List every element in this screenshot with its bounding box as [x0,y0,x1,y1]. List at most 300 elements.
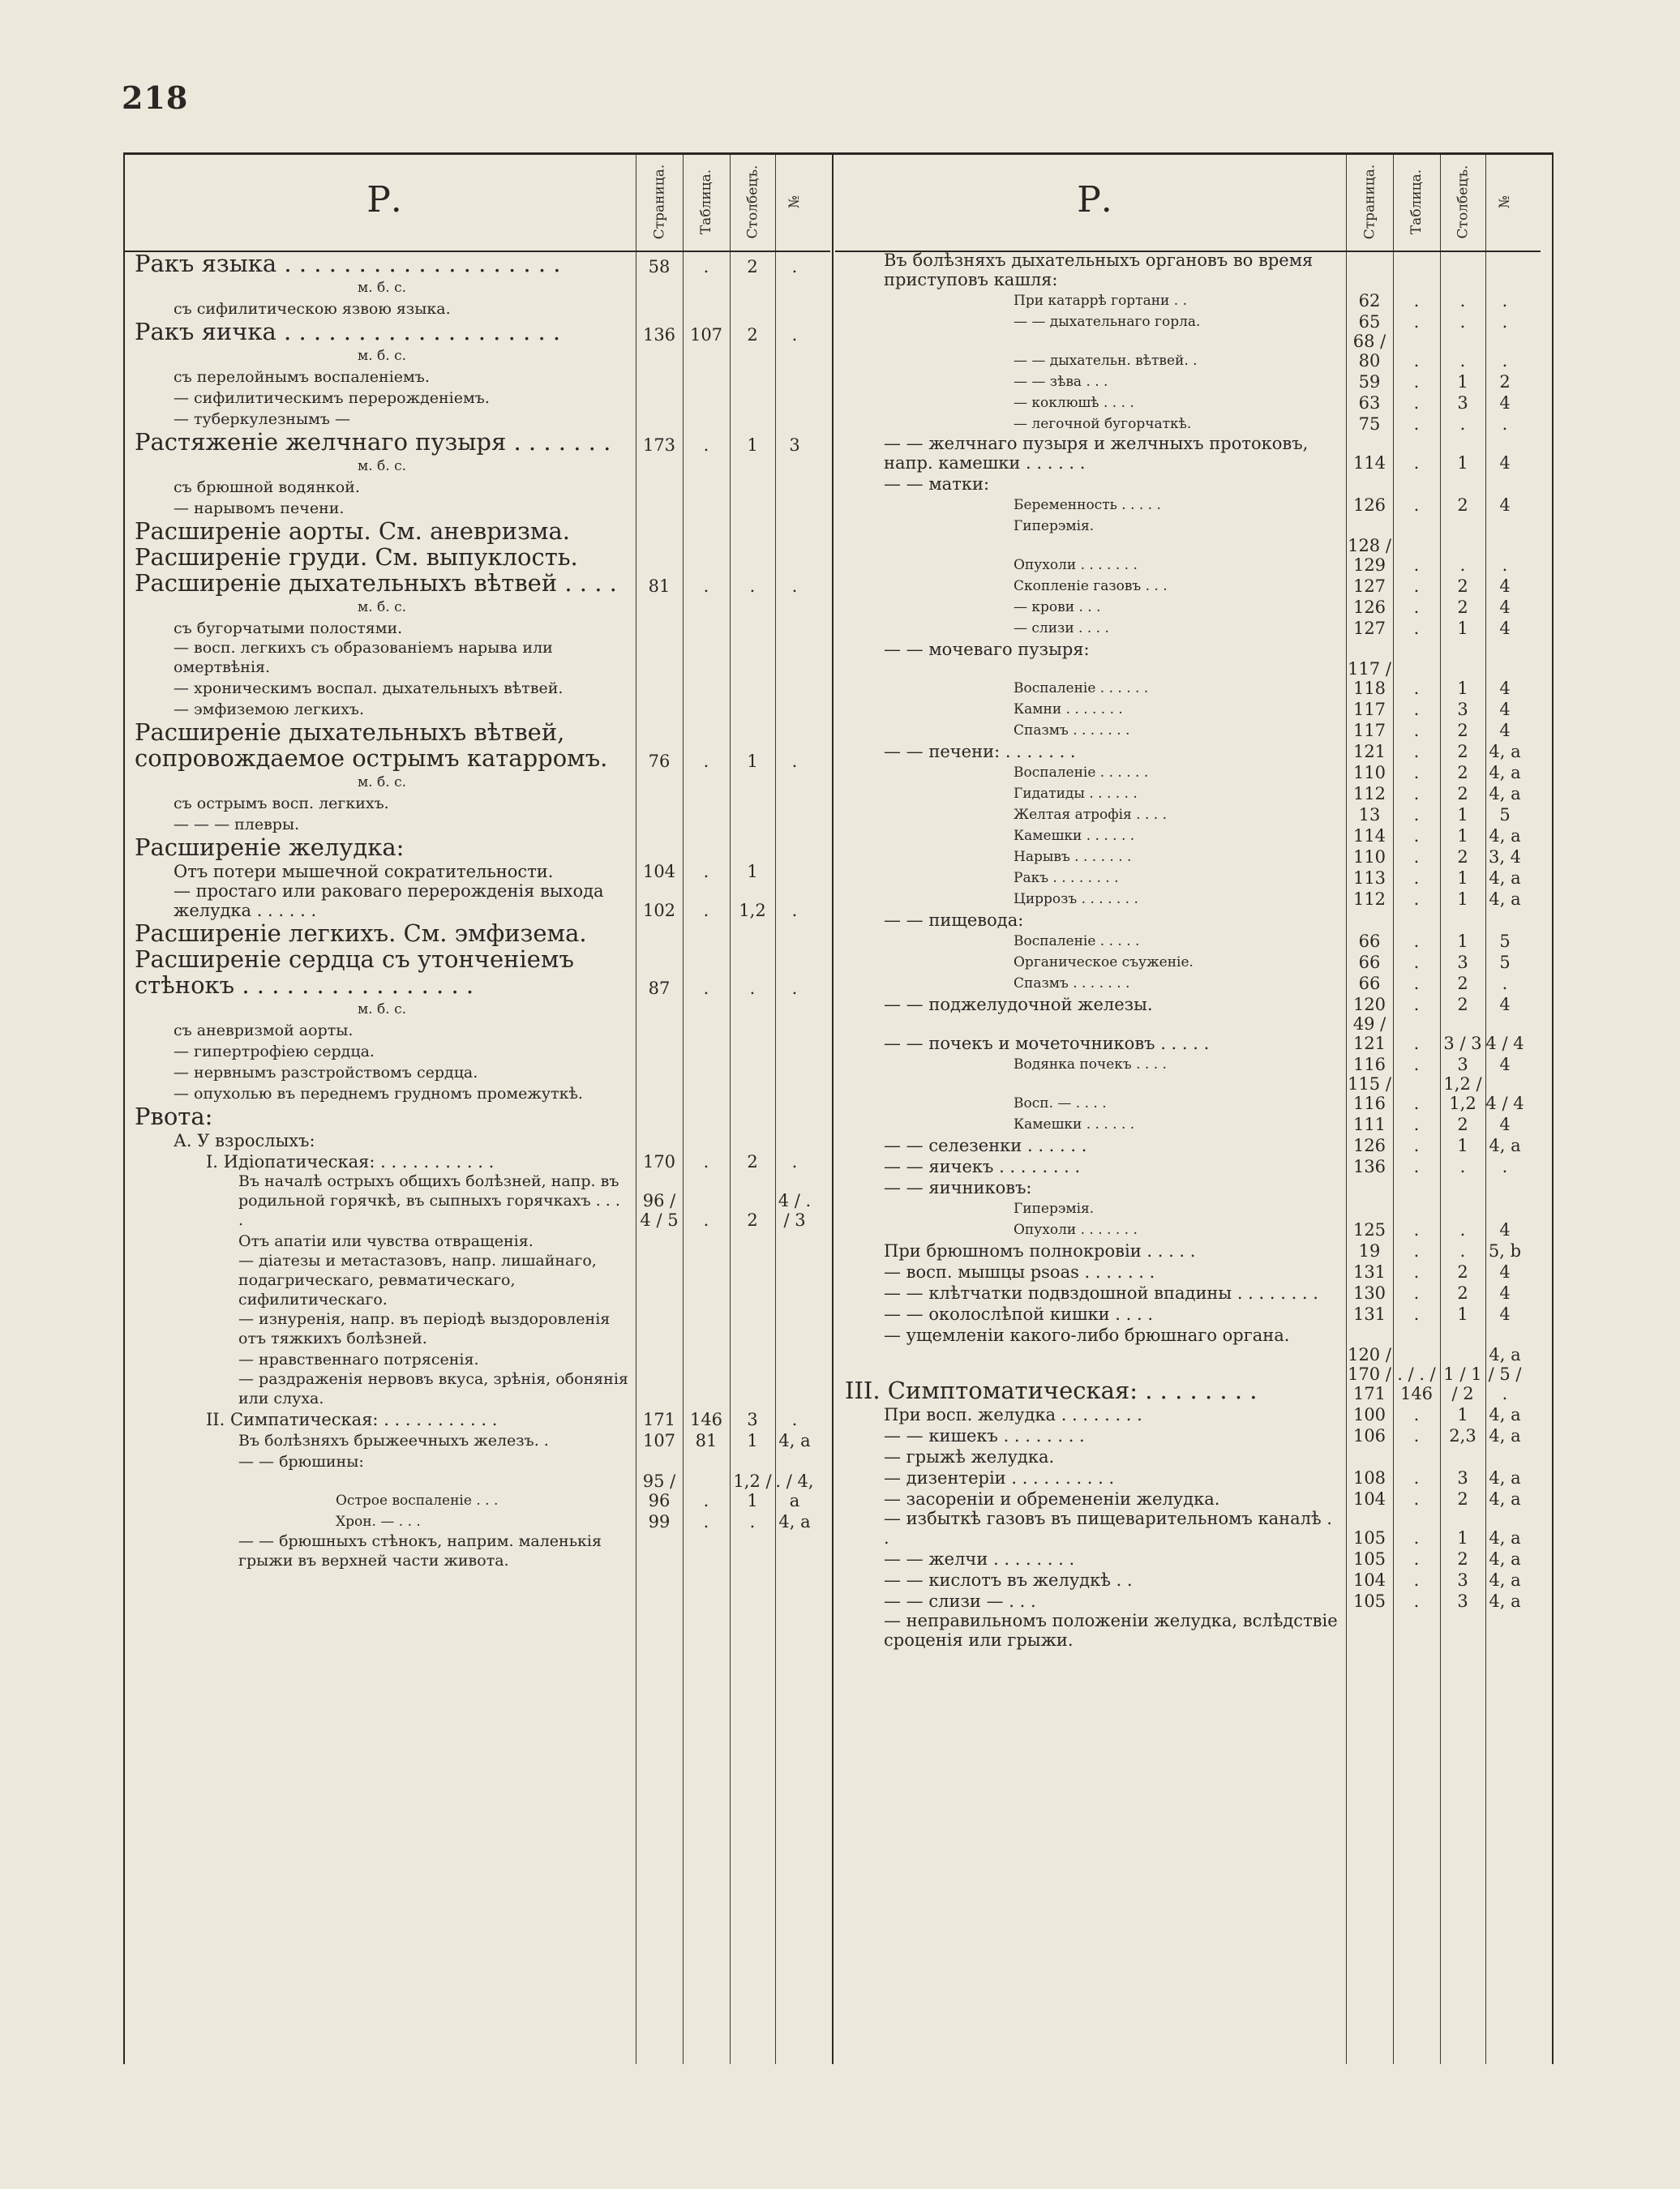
table-ref: . [1413,393,1420,413]
number-ref: . [791,1152,798,1172]
number-ref: 4, a [1489,763,1521,782]
column-ref: . [1459,414,1466,434]
column-ref: 2 [1457,1115,1468,1134]
entry-text: Гиперэмія. [1014,518,1095,534]
table-ref: . [703,257,709,276]
entry-text: Опухоли . . . . . . . [1014,1222,1138,1238]
entry-text: м. б. с. [358,280,406,296]
entry-text: — — яичекъ . . . . . . . . [884,1157,1081,1176]
table-ref: . [1413,1489,1420,1509]
entry-text: — опухолью въ переднемъ грудномъ промежуткѣ. [174,1085,583,1103]
entry-text: Воспаленіе . . . . . . [1014,765,1149,781]
column-ref: 2,3 [1449,1426,1476,1446]
page-ref: 112 [1352,784,1386,803]
number-ref: 4, a [1489,1405,1521,1424]
number-ref: 4, a [1489,1136,1521,1155]
entry-text: — — желчи . . . . . . . . [884,1549,1075,1569]
entry-text: Спазмъ . . . . . . . [1014,975,1130,992]
number-ref: 3 [789,435,800,455]
column-ref: 2 [1457,1283,1468,1303]
page-ref: 102 [642,901,676,920]
number-ref: 4 / 4 [1485,1034,1524,1053]
index-entry [125,946,830,998]
page-ref: 87 [648,979,671,998]
table-ref: . [1413,679,1420,698]
index-entry [125,429,830,455]
number-ref: 4 [1499,453,1511,473]
column-ref: 3 / 3 [1443,1034,1482,1053]
column-ref: 2 [1457,847,1468,867]
entry-text: съ бугорчатыми полостями. [174,619,403,637]
page-ref: 128 / 129 [1348,536,1391,575]
entry-text: Гидатиды . . . . . . [1014,786,1138,802]
column-ref: . [749,576,756,596]
index-entry [125,298,830,319]
entry-text: съ сифилитическою язвою языка. [174,300,451,318]
column-ref: 2 [1457,995,1468,1014]
index-entry [835,596,1541,617]
col-header-column: Столбецъ. [744,165,761,239]
index-entry [835,659,1541,698]
table-ref: . [1413,1304,1420,1324]
table-ref: . [1413,1283,1420,1303]
right-entries [835,251,1541,1650]
number-ref: . / 4, a [775,1471,814,1510]
entry-text: — гипертрофіею сердца. [174,1043,375,1060]
col-header-page: Страница. [1361,164,1378,240]
table-ref: . [1413,495,1420,515]
table-ref: . [1413,847,1420,867]
table-ref: . [1413,1220,1420,1240]
index-entry [835,1155,1541,1176]
column-ref: 2 [1457,598,1468,617]
table-ref: . [1413,805,1420,825]
page-ref: 58 [648,257,671,276]
page-ref: 96 / 4 / 5 [640,1191,679,1230]
entry-text: — сифилитическимъ перерожденіемъ. [174,389,490,407]
table-ref: . [1413,1055,1420,1074]
page-ref: 104 [1352,1570,1386,1590]
page-ref: 117 [1352,700,1386,719]
number-ref: 4 [1499,495,1511,515]
column-ref: 2 [1457,784,1468,803]
entry-text: — ущемленіи какого-либо брюшнаго органа. [884,1326,1290,1345]
column-ref: 1 [1457,1405,1468,1424]
column-ref: 1 [1457,453,1468,473]
entry-text: Ракъ яичка . . . . . . . . . . . . . . . . . . . [135,318,561,345]
number-ref: 5 [1499,805,1511,825]
entry-text: — слизи . . . . [1014,620,1109,636]
index-entry [125,677,830,698]
page-ref: 99 [648,1512,671,1531]
number-ref: 4 [1499,1283,1511,1303]
entry-text: — — кишекъ . . . . . . . . [884,1426,1085,1446]
column-ref: 2 [747,1152,758,1172]
entry-text: Желтая атрофія . . . . [1014,807,1167,823]
index-entry [125,319,830,345]
column-ref: 1 [1457,826,1468,846]
table-ref: . [1413,1570,1420,1590]
index-entry [835,1569,1541,1590]
number-ref: . [791,257,798,276]
index-entry [835,1261,1541,1282]
column-ref: . [1459,555,1466,575]
entry-text: съ аневризмой аорты. [174,1022,354,1039]
index-entry [835,1590,1541,1611]
page-ref: 106 [1352,1426,1386,1446]
index-entry [835,1053,1541,1074]
col-header-number: № [786,195,803,209]
index-entry [125,1172,830,1230]
index-entry [125,792,830,813]
number-ref: 4, a [1489,784,1521,803]
entry-text: Камешки . . . . . . [1014,1116,1135,1133]
entry-text: м. б. с. [358,1001,406,1017]
table-ref: . [1413,784,1420,803]
table-ref: . [1413,312,1420,332]
column-ref: 2 [1457,1262,1468,1282]
col-header-page: Страница. [651,164,667,240]
number-ref: 4, a [1489,826,1521,846]
page-ref: 110 [1352,847,1386,867]
index-entry [835,1509,1541,1548]
entry-text: При брюшномъ полнокровіи . . . . . [884,1241,1196,1261]
column-ref: 1 [1457,889,1468,909]
number-ref: 4 [1499,576,1511,596]
page-ref: 63 [1358,393,1381,413]
index-entry [835,740,1541,761]
entry-text: Ракъ языка . . . . . . . . . . . . . . . . . . . [135,250,561,277]
entry-text: съ перелойнымъ воспаленіемъ. [174,368,430,386]
entry-text: — раздраженія нервовъ вкуса, зрѣнія, обонянія или слуха. [238,1370,628,1407]
number-ref: 5 [1499,932,1511,951]
page-ref: 112 [1352,889,1386,909]
index-entry [125,366,830,387]
entry-text: — — брюшныхъ стѣнокъ, наприм. маленькія грыжи въ верхней части живота. [238,1532,602,1570]
number-ref: 4 [1499,721,1511,740]
number-ref: . [791,576,798,596]
index-entry [125,813,830,834]
column-ref: 3 [1457,1055,1468,1074]
index-entry [125,1408,830,1429]
index-entry [835,719,1541,740]
index-entry [835,1345,1541,1403]
page-ref: 120 / 170 / 171 [1348,1345,1391,1403]
index-entry [835,1611,1541,1650]
column-ref: 2 [1457,974,1468,993]
index-entry [835,803,1541,825]
index-entry [835,1240,1541,1261]
index-entry [835,638,1541,659]
page-ref: 105 [1352,1549,1386,1569]
index-entry [125,1309,830,1348]
page-ref: 111 [1352,1115,1386,1134]
number-ref: 4, a [1489,1489,1521,1509]
number-ref: 4, a / 5 / . [1488,1345,1522,1403]
index-entry [835,825,1541,846]
column-ref: . [749,979,756,998]
index-entry [835,473,1541,494]
index-entry [125,387,830,408]
entry-text: Расширеніе сердца съ утонченіемъ стѣнокъ . . . . . . . . . . . . . . . . [135,945,574,999]
index-entry [835,1424,1541,1446]
entry-text: Камни . . . . . . . [1014,701,1123,718]
number-ref: . [791,979,798,998]
index-entry [125,1251,830,1309]
column-ref: 1 [1457,679,1468,698]
column-ref: 2 [1457,742,1468,761]
index-entry [835,846,1541,867]
page-ref: 126 [1352,1136,1386,1155]
entry-text: Въ болѣзняхъ брыжеечныхъ железъ. . [238,1432,549,1450]
page-ref: 105 [1352,1528,1386,1548]
page-ref: 170 [642,1152,676,1172]
table-ref: . [1413,932,1420,951]
index-entry [125,1061,830,1082]
index-entry [835,1488,1541,1509]
index-entry [835,392,1541,413]
entry-text: — — дыхательнаго горла. [1014,314,1201,330]
number-ref: 4 [1499,1262,1511,1282]
table-ref: . [703,435,709,455]
entry-text: — неправильномъ положеніи желудка, вслѣдствіе сроценія или грыжи. [884,1611,1338,1650]
number-ref: . [791,1410,798,1429]
entry-text: Расширеніе легкихъ. См. эмфизема. [135,919,587,947]
index-entry [125,1230,830,1251]
entry-text: Отъ апатіи или чувства отвращенія. [238,1232,534,1250]
table-ref: . [1413,1262,1420,1282]
column-ref: 1 [747,435,758,455]
entry-text: Хрон. — . . . [336,1514,421,1530]
table-ref: . [1413,721,1420,740]
page-ref: 116 [1352,1055,1386,1074]
index-entry [835,1467,1541,1488]
page-ref: 127 [1352,576,1386,596]
number-ref: . [1502,312,1508,332]
entry-text: — нервнымъ разстройствомъ сердца. [174,1064,478,1082]
entry-text: Восп. — . . . . [1014,1095,1107,1112]
index-entry [125,638,830,677]
column-ref: 3 [1457,393,1468,413]
column-ref: 1 [1457,805,1468,825]
column-ref: 1 [1457,1528,1468,1548]
index-entry [125,1429,830,1450]
index-entry [835,332,1541,371]
column-ref: 3 [1457,1591,1468,1611]
column-divider [832,155,834,2064]
entry-text: Расширеніе желудка: [135,833,405,861]
page-ref: 117 / 118 [1348,659,1391,698]
index-entry [835,1446,1541,1467]
page-ref: 126 [1352,495,1386,515]
index-entry [125,1129,830,1150]
entry-text: — легочной бугорчаткѣ. [1014,416,1192,432]
column-ref: 1 [1457,1136,1468,1155]
index-entry [835,1403,1541,1424]
column-ref: 1 [747,752,758,771]
section-letter: Р. [366,179,402,221]
entry-text: Въ началѣ острыхъ общихъ болѣзней, напр. въ родильной горячкѣ, въ сыпныхъ горячкахъ . . . . [238,1172,620,1229]
entry-text: Расширеніе дыхательныхъ вѣтвей, сопровождаемое острымъ катарромъ. [135,718,608,772]
index-entry [125,1103,830,1129]
table-ref: . [703,1210,709,1230]
number-ref: 3, 4 [1488,847,1522,867]
number-ref: 4 [1499,619,1511,638]
table-ref: . [1413,1591,1420,1611]
table-ref: . [1413,1136,1420,1155]
entry-text: — — зѣва . . . [1014,374,1108,390]
entry-text: — — клѣтчатки подвздошной впадины . . . . . . . . [884,1283,1318,1303]
column-ref: 2 [747,257,758,276]
index-entry [835,434,1541,473]
index-entry [835,371,1541,392]
table-ref: . [1413,1115,1420,1134]
number-ref: 2 [1499,372,1511,392]
entry-text: — — матки: [884,474,990,494]
entry-text: — восп. легкихъ съ образованіемъ нарыва или омертвѣнія. [174,639,553,676]
column-ref: 2 [747,325,758,345]
column-ref: 1 [747,1431,758,1450]
page-ref: 75 [1358,414,1381,434]
number-ref: 4, a [1489,1570,1521,1590]
column-ref: . [1459,1220,1466,1240]
entry-text: Воспаленіе . . . . . [1014,933,1140,949]
column-ref: 1 [1457,868,1468,888]
entry-text: — — дыхательн. вѣтвей. . [1014,353,1198,369]
entry-text: Водянка почекъ . . . . [1014,1056,1167,1073]
column-ref: 2 [1457,576,1468,596]
entry-text: — — желчнаго пузыря и желчныхъ протоковъ, напр. камешки . . . . . . [884,434,1309,473]
index-table [123,152,1554,2064]
entry-text: А. У взрослыхъ: [174,1131,315,1150]
entry-text: I. Идіопатическая: . . . . . . . . . . . [206,1152,495,1172]
entry-text: — — кислотъ въ желудкѣ . . [884,1570,1133,1590]
column-ref: . [1459,351,1466,371]
index-entry [835,1176,1541,1197]
page-ref: 126 [1352,598,1386,617]
index-entry [125,617,830,638]
col-header-number: № [1497,195,1513,209]
number-ref: . [1502,974,1508,993]
number-ref: 4 [1499,1055,1511,1074]
table-ref: . [1413,1241,1420,1261]
table-ref: . [1413,598,1420,617]
page-ref: 95 / 96 [642,1471,676,1510]
index-entry [835,1113,1541,1134]
index-entry [835,761,1541,782]
page-ref: 127 [1352,619,1386,638]
entry-text: Опухоли . . . . . . . [1014,557,1138,573]
index-entry [125,1510,830,1531]
number-ref: 5 [1499,953,1511,972]
entry-text: съ острымъ восп. легкихъ. [174,795,389,812]
page-ref: 171 [642,1410,676,1429]
column-ref: 1 / 1 / 2 [1443,1364,1482,1403]
table-ref: . [1413,700,1420,719]
column-ref: 3 [1457,1570,1468,1590]
index-entry [835,993,1541,1014]
entry-text: При катаррѣ гортани . . [1014,293,1188,309]
page-ref: 131 [1352,1262,1386,1282]
page-ref: 110 [1352,763,1386,782]
column-ref: 2 [1457,721,1468,740]
index-entry [835,536,1541,575]
table-ref: . [703,1512,709,1531]
page-ref: 66 [1358,953,1381,972]
number-ref: 4, a [1489,742,1521,761]
table-ref: . [1413,372,1420,392]
table-ref: . [1413,953,1420,972]
index-entry [835,289,1541,311]
index-entry [835,930,1541,951]
index-entry [835,698,1541,719]
index-entry [835,494,1541,515]
table-ref: . [703,862,709,881]
entry-text: — восп. мышцы psoas . . . . . . . [884,1262,1155,1282]
entry-text: — — слизи — . . . [884,1591,1036,1611]
page-ref: 13 [1358,805,1381,825]
index-entry [125,1450,830,1471]
index-entry [835,1219,1541,1240]
right-column [835,155,1541,2064]
page-number: 218 [122,79,189,116]
table-ref: . [703,979,709,998]
table-ref: . [1413,826,1420,846]
table-ref: . [1413,453,1420,473]
left-column [125,155,830,2064]
index-entry [125,920,830,946]
entry-text: Гиперэмія. [1014,1201,1095,1217]
entry-text: — изнуренія, напр. въ періодѣ выздоровленія отъ тяжкихъ болѣзней. [238,1310,611,1347]
index-entry [125,1369,830,1408]
index-entry [125,1348,830,1369]
number-ref: 4, a [1489,1591,1521,1611]
entry-text: — хроническимъ воспал. дыхательныхъ вѣтвей. [174,679,564,697]
number-ref: . [1502,351,1508,371]
table-ref: . [1413,1405,1420,1424]
entry-text: — эмфиземою легкихъ. [174,700,365,718]
number-ref: . [1502,555,1508,575]
entry-text: II. Симпатическая: . . . . . . . . . . . [206,1410,498,1429]
number-ref: 4 [1499,598,1511,617]
index-entry [835,1303,1541,1324]
entry-text: съ брюшной водянкой. [174,478,360,496]
right-header [835,155,1541,252]
page-ref: 125 [1352,1220,1386,1240]
page-ref: 62 [1358,291,1381,311]
index-entry [125,570,830,596]
index-entry [125,455,830,476]
entry-text: Расширеніе дыхательныхъ вѣтвей . . . . [135,569,617,597]
entry-text: — избыткѣ газовъ въ пищеварительномъ каналѣ . . [884,1509,1332,1548]
index-entry [835,782,1541,803]
table-ref: . [1413,1468,1420,1488]
entry-text: — — — плевры. [174,816,300,833]
index-entry [125,518,830,544]
page-ref: 108 [1352,1468,1386,1488]
number-ref: 4, a [1489,868,1521,888]
table-ref: 107 [689,325,723,345]
column-ref: 2 [1457,495,1468,515]
page-ref: 66 [1358,974,1381,993]
index-entry [125,771,830,792]
column-ref: 1 [1457,619,1468,638]
page-ref: 131 [1352,1304,1386,1324]
entry-text: м. б. с. [358,599,406,615]
number-ref: 4, a [778,1431,811,1450]
entry-text: — простаго или раковаго перерожденія выхода желудка . . . . . . [174,881,604,920]
entry-text: — нравственнаго потрясенія. [238,1351,479,1369]
